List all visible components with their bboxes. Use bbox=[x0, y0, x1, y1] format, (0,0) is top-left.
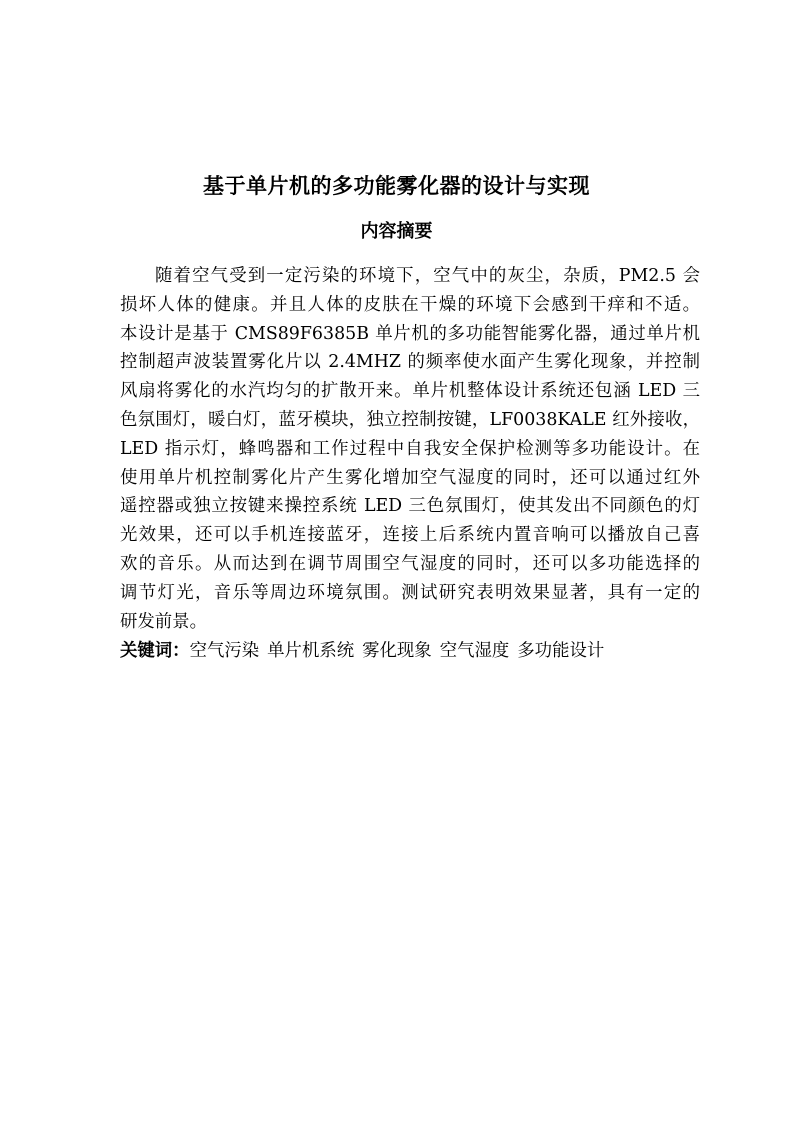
keyword-item: 多功能设计 bbox=[517, 641, 605, 661]
abstract-line: 使用单片机控制雾化片产生雾化增加空气湿度的同时，还可以通过红外 bbox=[120, 467, 700, 488]
abstract-line: 随着空气受到一定污染的环境下，空气中的灰尘，杂质，PM2.5 会 bbox=[155, 266, 700, 286]
abstract-line: LED 指示灯，蜂鸣器和工作过程中自我安全保护检测等多功能设计。在 bbox=[120, 438, 700, 459]
abstract-line: 风扇将雾化的水汽均匀的扩散开来。单片机整体设计系统还包涵 LED 三 bbox=[120, 381, 700, 402]
abstract-line: 控制超声波装置雾化片以 2.4MHZ 的频率使水面产生雾化现象，并控制 bbox=[120, 352, 700, 373]
abstract-heading: 内容摘要 bbox=[360, 221, 433, 242]
abstract-line: 损坏人体的健康。并且人体的皮肤在干燥的环境下会感到干痒和不适。 bbox=[120, 294, 700, 315]
abstract-line: 遥控器或独立按键来操控系统 LED 三色氛围灯，使其发出不同颜色的灯 bbox=[120, 496, 700, 517]
abstract-line: 本设计是基于 CMS89F6385B 单片机的多功能智能雾化器，通过单片机 bbox=[120, 323, 700, 344]
keyword-item: 单片机系统 bbox=[267, 641, 355, 661]
abstract-line: 调节灯光，音乐等周边环境氛围。测试研究表明效果显著，具有一定的 bbox=[120, 582, 700, 603]
page-title: 基于单片机的多功能雾化器的设计与实现 bbox=[203, 174, 590, 198]
keyword-item: 空气湿度 bbox=[439, 641, 510, 661]
keywords-label: 关键词： bbox=[120, 641, 190, 661]
abstract-line: 光效果，还可以手机连接蓝牙，连接上后系统内置音响可以播放自己喜 bbox=[120, 525, 700, 546]
keyword-item: 空气污染 bbox=[189, 641, 260, 661]
keyword-item: 雾化现象 bbox=[362, 641, 432, 661]
abstract-line: 欢的音乐。从而达到在调节周围空气湿度的同时，还可以多功能选择的 bbox=[120, 553, 700, 574]
keywords-line bbox=[120, 636, 700, 666]
abstract-line: 研发前景。 bbox=[120, 611, 207, 632]
abstract-line: 色氛围灯，暖白灯，蓝牙模块，独立控制按键，LF0038KALE 红外接收， bbox=[120, 409, 700, 430]
abstract-body bbox=[120, 262, 700, 636]
